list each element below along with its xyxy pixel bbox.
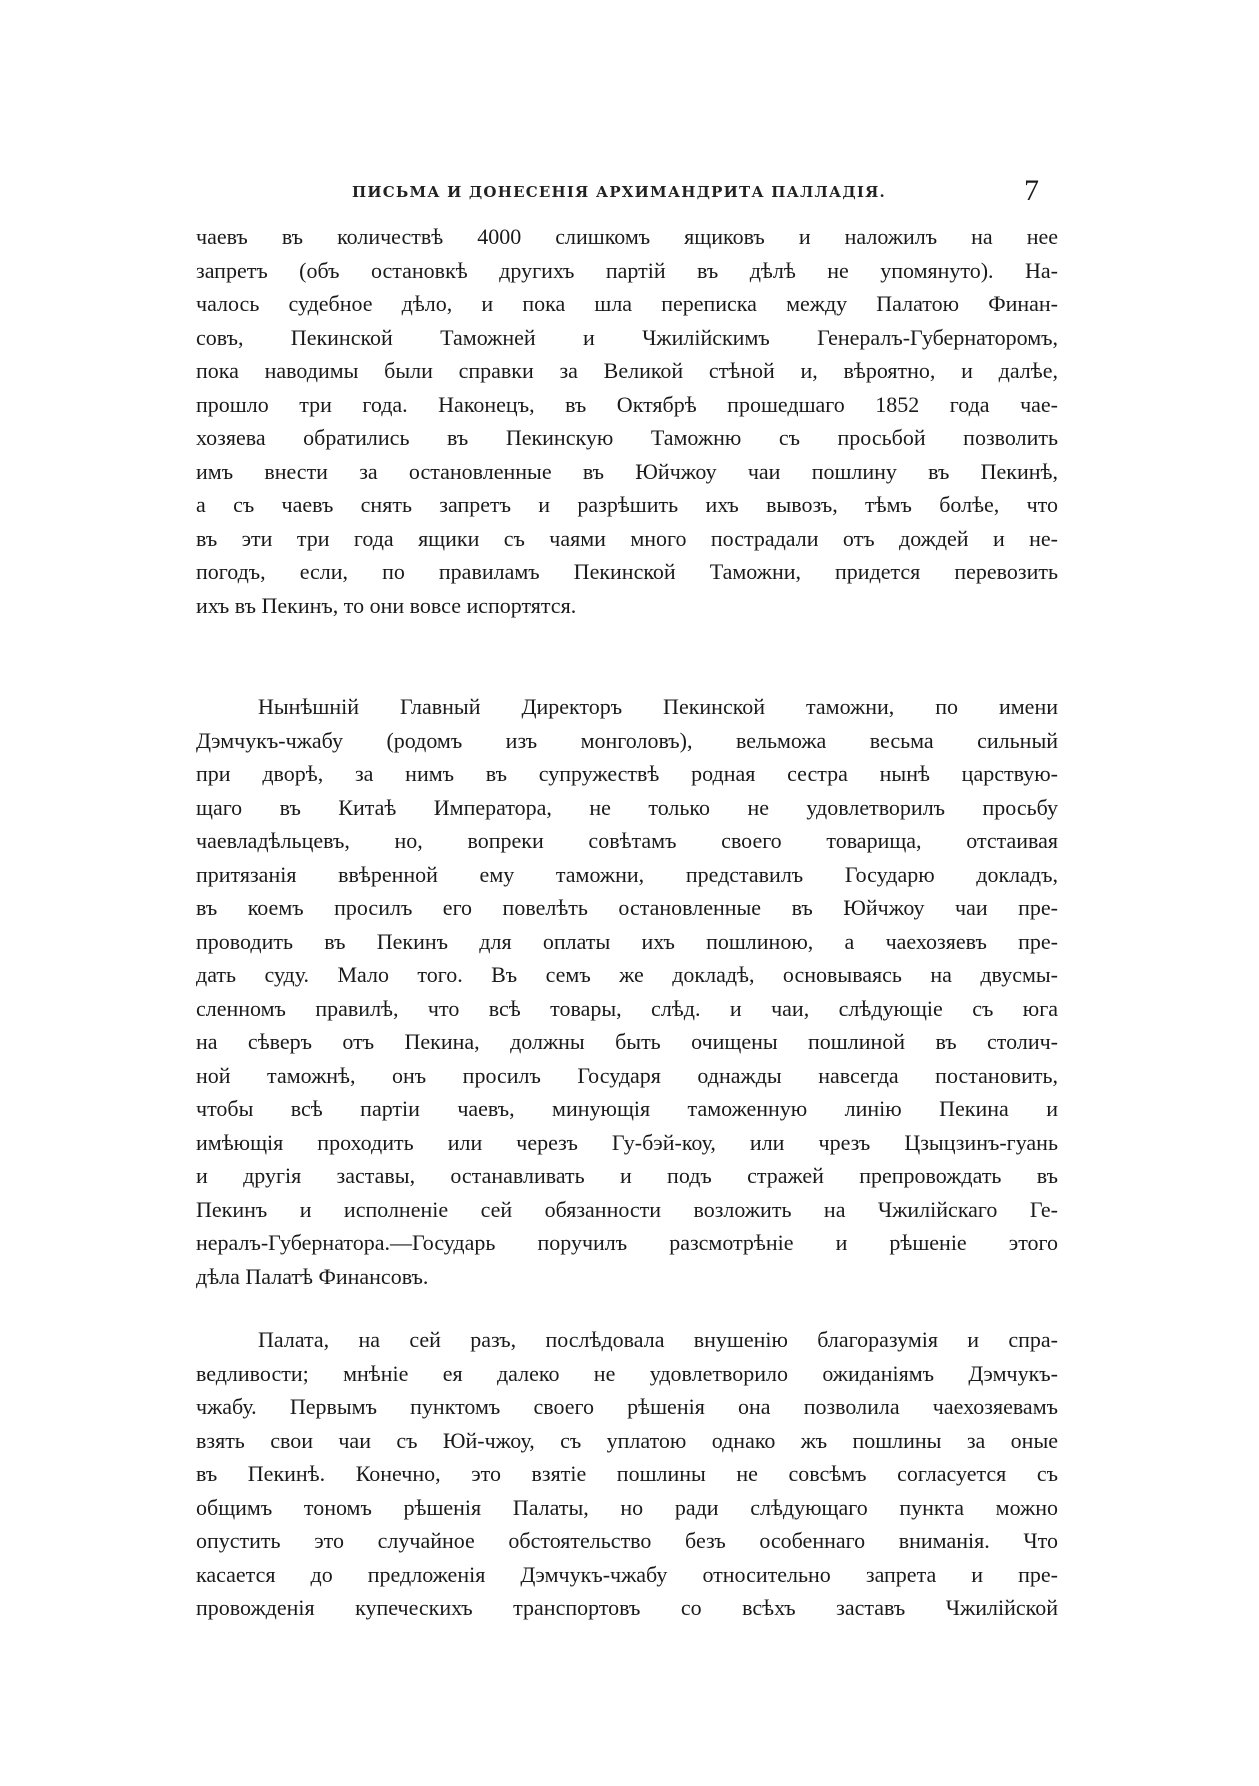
- text-line: чаевъ въ количествѣ 4000 слишкомъ ящиковъ и наложилъ на нее: [196, 224, 1058, 249]
- body-text: [196, 220, 1058, 1625]
- text-line: нералъ-Губернатора.—Государь поручилъ разсмотрѣніе и рѣшеніе этого: [196, 1230, 1058, 1255]
- text-line: ной таможнѣ, онъ просилъ Государя однажды навсегда постановить,: [196, 1062, 1058, 1088]
- text-line: дѣла Палатѣ Финансовъ.: [196, 1263, 429, 1289]
- text-line: Дэмчукъ-чжабу (родомъ изъ монголовъ), вельможа весьма сильный: [196, 727, 1058, 753]
- text-line: касается до предложенія Дэмчукъ-чжабу относительно запрета и пре-: [196, 1561, 1058, 1587]
- text-line: чтобы всѣ партіи чаевъ, минующія таможенную линію Пекина и: [196, 1096, 1058, 1121]
- text-line: дать суду. Мало того. Въ семъ же докладѣ, основываясь на двусмы-: [196, 962, 1058, 987]
- text-line: чаевладѣльцевъ, но, вопреки совѣтамъ своего товарища, отстаивая: [196, 828, 1058, 853]
- text-line: притязанія ввѣренной ему таможни, представилъ Государю докладъ,: [196, 861, 1058, 887]
- text-line: имѣющія проходить или черезъ Гу-бэй-коу, или чрезъ Цзыцзинъ-гуань: [196, 1129, 1058, 1155]
- paragraph-1: [196, 220, 1058, 622]
- text-line: провожденія купеческихъ транспортовъ со всѣхъ заставъ Чжилійской: [196, 1595, 1058, 1620]
- text-line: имъ внести за остановленные въ Юйчжоу чаи пошлину въ Пекинѣ,: [196, 458, 1058, 484]
- text-line: въ Пекинѣ. Конечно, это взятіе пошлины не совсѣмъ согласуется съ: [196, 1461, 1058, 1486]
- running-head-title: ПИСЬМА И ДОНЕСЕНІЯ АРХИМАНДРИТА ПАЛЛАДІЯ.: [352, 183, 886, 201]
- paragraph-gap: [196, 1293, 1058, 1323]
- paragraph-gap: [196, 622, 1058, 690]
- text-line: проводить въ Пекинъ для оплаты ихъ пошлиною, а чаехозяевъ пре-: [196, 928, 1058, 954]
- text-line: щаго въ Китаѣ Императора, не только не удовлетворилъ просьбу: [196, 794, 1058, 820]
- text-line: взять свои чаи съ Юй-чжоу, съ уплатою однако жъ пошлины за оные: [196, 1427, 1058, 1453]
- text-line: запретъ (объ остановкѣ другихъ партій въ дѣлѣ не упомянуто). На-: [196, 257, 1058, 283]
- text-line: сленномъ правилѣ, что всѣ товары, слѣд. и чаи, слѣдующіе съ юга: [196, 995, 1058, 1021]
- text-line: хозяева обратились въ Пекинскую Таможню съ просьбой позволить: [196, 425, 1058, 450]
- paragraph-3: [196, 1323, 1058, 1625]
- text-line: чалось судебное дѣло, и пока шла переписка между Палатою Финан-: [196, 291, 1058, 316]
- text-line: чжабу. Первымъ пунктомъ своего рѣшенія она позволила чаехозяевамъ: [196, 1394, 1058, 1419]
- text-line: при дворѣ, за нимъ въ супружествѣ родная сестра нынѣ царствую-: [196, 761, 1058, 786]
- text-line: Пекинъ и исполненіе сей обязанности возложить на Чжилійскаго Ге-: [196, 1196, 1058, 1222]
- page-number: 7: [1024, 174, 1039, 207]
- text-line: ихъ въ Пекинъ, то они вовсе испортятся.: [196, 592, 577, 618]
- text-line: совъ, Пекинской Таможней и Чжилійскимъ Генералъ-Губернаторомъ,: [196, 324, 1058, 350]
- text-line: пока наводимы были справки за Великой стѣной и, вѣроятно, и далѣе,: [196, 358, 1058, 383]
- text-line: опустить это случайное обстоятельство безъ особеннаго вниманія. Что: [196, 1528, 1058, 1553]
- text-line: въ коемъ просилъ его повелѣть остановленные въ Юйчжоу чаи пре-: [196, 895, 1058, 920]
- text-line: ведливости; мнѣніе ея далеко не удовлетворило ожиданіямъ Дэмчукъ-: [196, 1360, 1058, 1386]
- text-line: общимъ тономъ рѣшенія Палаты, но ради слѣдующаго пункта можно: [196, 1494, 1058, 1520]
- text-line: на сѣверъ отъ Пекина, должны быть очищены пошлиной въ столич-: [196, 1029, 1058, 1054]
- text-line: Палата, на сей разъ, послѣдовала внушенію благоразумія и спра-: [258, 1327, 1058, 1352]
- text-line: Нынѣшній Главный Директоръ Пекинской таможни, по имени: [258, 694, 1058, 719]
- text-line: прошло три года. Наконецъ, въ Октябрѣ прошедшаго 1852 года чае-: [196, 391, 1058, 417]
- paragraph-2: [196, 690, 1058, 1293]
- text-line: и другія заставы, останавливать и подъ стражей препровождать въ: [196, 1163, 1058, 1188]
- text-line: въ эти три года ящики съ чаями много пострадали отъ дождей и не-: [196, 525, 1058, 551]
- text-line: погодъ, если, по правиламъ Пекинской Таможни, придется перевозить: [196, 559, 1058, 584]
- text-line: а съ чаевъ снять запретъ и разрѣшить ихъ вывозъ, тѣмъ болѣе, что: [196, 492, 1058, 517]
